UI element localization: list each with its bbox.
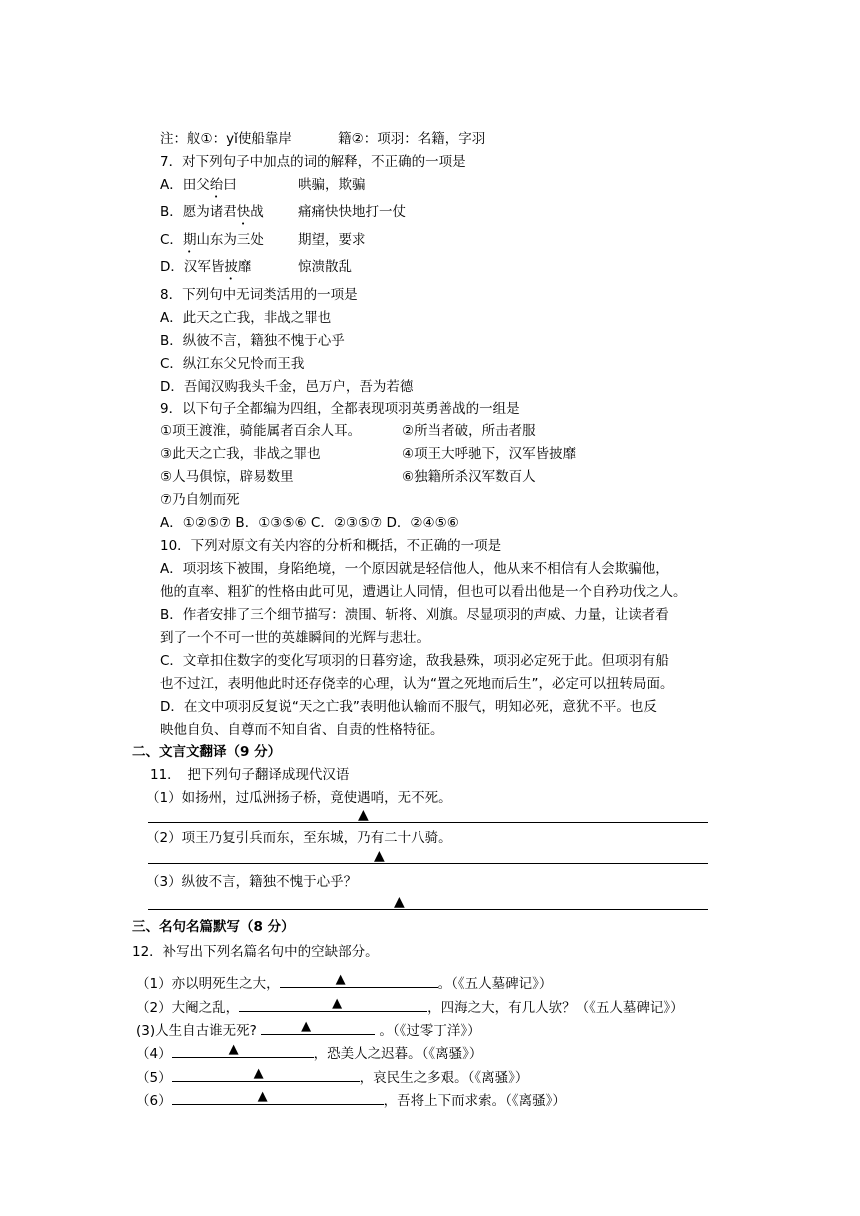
section-3-heading: 三、名句名篇默写（8 分） [132, 919, 295, 935]
placeholder-triangle-icon: ▲ [335, 972, 346, 987]
note-line [160, 130, 485, 148]
q11-item-3: （3）纵彼不言，籍独不愧于心乎？ [146, 874, 358, 890]
q12-item-5: （5） ▲ ，哀民生之多艰。（《离骚》） [136, 1066, 529, 1086]
placeholder-triangle-icon: ▲ [301, 1019, 312, 1034]
placeholder-triangle-icon: ▲ [394, 894, 405, 910]
fill-blank-3[interactable] [261, 1020, 375, 1035]
q9-row-2: ③此天之亡我，非战之罪也 ④项王大呼驰下，汉军皆披靡 [160, 446, 577, 462]
q11-answer-line-2[interactable] [148, 847, 708, 864]
fill-blank-6[interactable] [172, 1090, 384, 1105]
q9-row-3: ⑤人马俱惊，辟易数里 ⑥独籍所杀汉军数百人 [160, 469, 536, 485]
q7-option-a: A．田父绐曰 哄骗，欺骗 [160, 177, 366, 193]
q7-gloss-c: 期望，要求 [298, 232, 366, 248]
q12-item-2: （2）大阉之乱， ▲ ，四海之大，有几人欤？（《五人墓碑记》） [136, 996, 684, 1016]
q7-option-d: D．汉军皆披靡 惊溃散乱 [160, 259, 352, 275]
fill-blank-1[interactable] [280, 973, 438, 988]
fill-blank-4[interactable] [172, 1043, 314, 1058]
q8-option-d: D．吾闻汉购我头千金，邑万户，吾为若德 [160, 379, 414, 395]
q10-line-2: 他的直率、粗犷的性格由此可见，遭遇让人同情，但也可以看出他是一个自矜功伐之人。 [160, 584, 687, 600]
placeholder-triangle-icon: ▲ [332, 996, 343, 1011]
section-2-heading: 二、文言文翻译（9 分） [132, 744, 282, 760]
q10-line-6: 也不过江，表明他此时还存侥幸的心理，认为“置之死地而后生”，必定可以扭转局面。 [160, 676, 674, 692]
q12-item-3: (3)人生自古谁无死? ▲ 。（《过零丁洋》） [136, 1019, 481, 1039]
q12-item-1: （1）亦以明死生之大， ▲ 。（《五人墓碑记》） [136, 972, 553, 992]
q10-line-5: C．文章扣住数字的变化写项羽的日暮穷途，敌我悬殊，项羽必定死于此。但项羽有船 [160, 653, 669, 669]
placeholder-triangle-icon: ▲ [253, 1066, 264, 1081]
q7-gloss-d: 惊溃散乱 [298, 259, 352, 275]
q9-row-1: ①项王渡淮，骑能属者百余人耳。 ②所当者破，所击者服 [160, 423, 536, 439]
q10-line-4: 到了一个不可一世的英雄瞬间的光辉与悲壮。 [160, 630, 430, 646]
q8-option-b: B．纵彼不言，籍独不愧于心乎 [160, 333, 345, 349]
q11-answer-line-1[interactable] [148, 806, 708, 823]
q7-option-c: C．期山东为三处 期望，要求 [160, 232, 366, 248]
q12-item-4: （4） ▲ ，恐美人之迟暮。（《离骚》） [136, 1042, 483, 1062]
fill-blank-5[interactable] [172, 1067, 360, 1082]
placeholder-triangle-icon: ▲ [374, 848, 385, 864]
placeholder-triangle-icon: ▲ [228, 1042, 239, 1057]
q7-option-b: B．愿为诸君快战 痛痛快快地打一仗 [160, 204, 406, 220]
note-2: 籍②：项羽：名籍，字羽 [338, 131, 486, 147]
q11-item-1: （1）如扬州，过瓜洲扬子桥，竟使遇哨，无不死。 [146, 790, 452, 806]
q7-gloss-b: 痛痛快快地打一仗 [298, 204, 406, 220]
q9-row-4: ⑦乃自刎而死 [160, 492, 240, 508]
q8-stem: 8．下列句中无词类活用的一项是 [160, 287, 358, 303]
placeholder-triangle-icon: ▲ [257, 1089, 268, 1104]
q11-answer-line-3[interactable] [148, 893, 708, 910]
note-1: 注：舣①：yǐ使船靠岸 [160, 131, 292, 147]
q10-line-8: 映他自负、自尊而不知自省、自责的性格特征。 [160, 722, 444, 738]
q9-choices: A．①②⑤⑦ B．①③⑤⑥ C．②③⑤⑦ D．②④⑤⑥ [160, 515, 459, 531]
q10-line-1: A．项羽垓下被围，身陷绝境，一个原因就是轻信他人，他从来不相信有人会欺骗他， [160, 561, 669, 577]
fill-blank-2[interactable] [239, 997, 427, 1012]
q11-stem: 11． 把下列句子翻译成现代汉语 [150, 767, 350, 783]
q8-option-a: A．此天之亡我，非战之罪也 [160, 310, 332, 326]
q8-option-c: C．纵江东父兄怜而王我 [160, 356, 305, 372]
q9-stem: 9．以下句子全都编为四组，全都表现项羽英勇善战的一组是 [160, 401, 520, 417]
q10-stem: 10．下列对原文有关内容的分析和概括，不正确的一项是 [160, 538, 502, 554]
q7-stem: 7．对下列句子中加点的词的解释，不正确的一项是 [160, 154, 466, 170]
q7-gloss-a: 哄骗，欺骗 [298, 177, 366, 193]
q11-item-2: （2）项王乃复引兵而东，至东城，乃有二十八骑。 [146, 830, 452, 846]
q12-item-6: （6） ▲ ，吾将上下而求索。（《离骚》） [136, 1089, 566, 1109]
q10-line-3: B．作者安排了三个细节描写：溃围、斩将、刈旗。尽显项羽的声威、力量，让读者看 [160, 607, 669, 623]
placeholder-triangle-icon: ▲ [358, 807, 369, 823]
q10-line-7: D．在文中项羽反复说“天之亡我”表明他认输而不服气，明知必死，意犹不平。也反 [160, 699, 657, 715]
q12-stem: 12．补写出下列名篇名句中的空缺部分。 [132, 944, 379, 960]
